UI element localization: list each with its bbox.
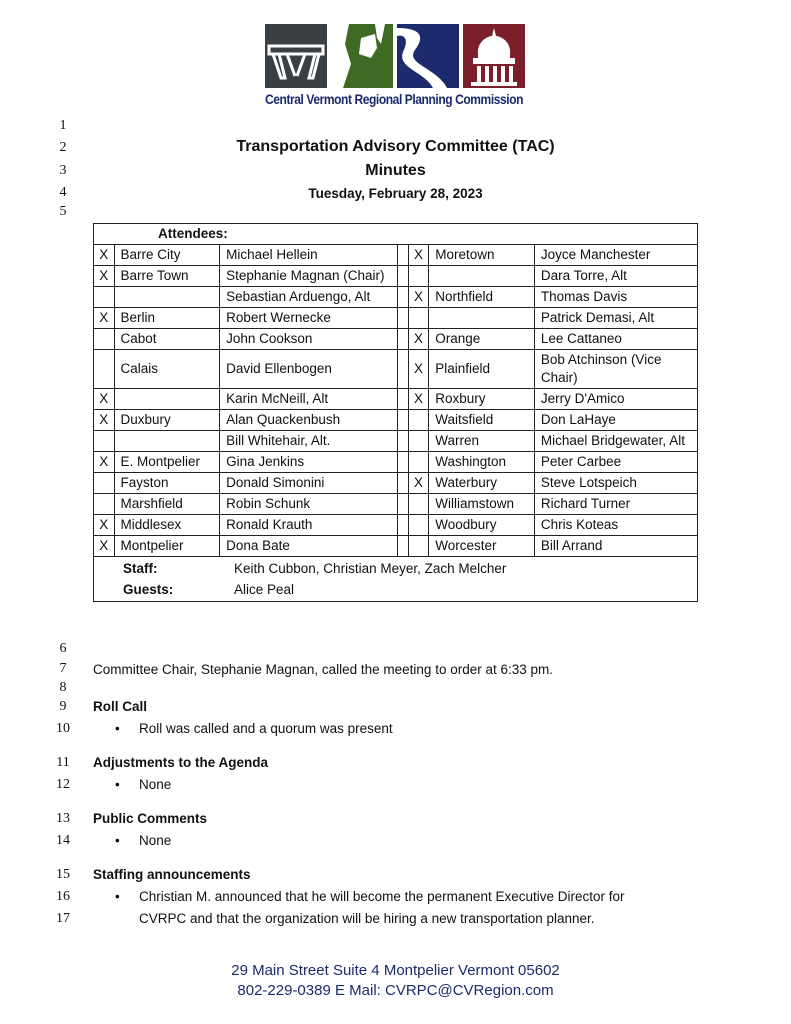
spacer [397, 431, 408, 452]
attendees-table [93, 223, 698, 602]
table-row [94, 494, 698, 515]
vermont-map-icon [331, 24, 393, 88]
spacer [397, 266, 408, 287]
attendance-mark: X [408, 287, 429, 308]
attendance-mark [408, 308, 429, 329]
spacer [397, 245, 408, 266]
bullet-icon: • [115, 721, 120, 736]
staff-guests-row [94, 557, 698, 602]
table-row [94, 389, 698, 410]
table-row [94, 410, 698, 431]
member-name: Michael Bridgewater, Alt [534, 431, 697, 452]
town-name: Williamstown [429, 494, 535, 515]
capitol-dome-icon [463, 24, 525, 88]
member-name: Karin McNeill, Alt [220, 389, 397, 410]
spacer [397, 287, 408, 308]
staff-guests-cell [94, 557, 698, 602]
meeting-date: Tuesday, February 28, 2023 [308, 186, 483, 201]
attendance-mark: X [94, 389, 115, 410]
member-name: Donald Simonini [220, 473, 397, 494]
town-name: Duxbury [114, 410, 220, 431]
member-name: Bob Atchinson (Vice Chair) [534, 350, 697, 389]
section-heading-public-comments: Public Comments [93, 811, 208, 826]
spacer [397, 329, 408, 350]
spacer [397, 536, 408, 557]
attendance-mark: X [408, 245, 429, 266]
attendees-label: Attendees: [94, 224, 698, 245]
table-row [94, 515, 698, 536]
line-number: 10 [56, 721, 70, 736]
cvrpc-logo [265, 24, 527, 110]
spacer [397, 410, 408, 431]
member-name: Bill Whitehair, Alt. [220, 431, 397, 452]
attendance-mark: X [408, 473, 429, 494]
attendance-mark: X [94, 452, 115, 473]
line-number: 15 [56, 867, 70, 882]
member-name: Patrick Demasi, Alt [534, 308, 697, 329]
document-title: Transportation Advisory Committee (TAC) [236, 138, 555, 155]
spacer [397, 515, 408, 536]
call-to-order: Committee Chair, Stephanie Magnan, called the meeting to order at 6:33 pm. [93, 662, 554, 677]
member-name: Sebastian Arduengo, Alt [220, 287, 397, 308]
town-name: Waitsfield [429, 410, 535, 431]
bullet-icon: • [115, 833, 120, 848]
town-name: Woodbury [429, 515, 535, 536]
table-row [94, 287, 698, 308]
attendance-mark [94, 473, 115, 494]
attendance-mark [408, 266, 429, 287]
member-name: Robert Wernecke [220, 308, 397, 329]
member-name: Bill Arrand [534, 536, 697, 557]
member-name: Dona Bate [220, 536, 397, 557]
attendance-mark [408, 410, 429, 431]
guests-list: Alice Peal [234, 582, 295, 597]
staff-label: Staff: [123, 561, 158, 576]
line-number: 11 [56, 755, 70, 770]
attendance-mark: X [94, 266, 115, 287]
list-item: • None [115, 833, 172, 848]
member-name: Steve Lotspeich [534, 473, 697, 494]
member-name: Peter Carbee [534, 452, 697, 473]
town-name [429, 266, 535, 287]
footer-contact: 802-229-0389 E Mail: CVRPC@CVRegion.com [237, 982, 554, 999]
attendance-mark: X [94, 536, 115, 557]
attendance-mark [94, 494, 115, 515]
document-subtitle: Minutes [365, 162, 426, 179]
line-number: 4 [59, 185, 67, 200]
member-name: Joyce Manchester [534, 245, 697, 266]
town-name: Montpelier [114, 536, 220, 557]
section-heading-adjustments: Adjustments to the Agenda [93, 755, 269, 770]
spacer [397, 389, 408, 410]
line-number: 9 [59, 699, 67, 714]
attendance-mark: X [94, 245, 115, 266]
town-name: Waterbury [429, 473, 535, 494]
line-number: 2 [59, 140, 67, 155]
attendance-mark [94, 287, 115, 308]
attendance-mark: X [94, 515, 115, 536]
member-name: Alan Quackenbush [220, 410, 397, 431]
spacer [397, 350, 408, 389]
spacer [397, 452, 408, 473]
table-row [94, 308, 698, 329]
town-name [114, 389, 220, 410]
spacer [397, 494, 408, 515]
table-row [94, 452, 698, 473]
line-number: 1 [59, 118, 67, 133]
attendance-mark: X [408, 389, 429, 410]
town-name: Roxbury [429, 389, 535, 410]
attendance-mark [94, 329, 115, 350]
footer-address: 29 Main Street Suite 4 Montpelier Vermont 05602 [231, 962, 560, 979]
member-name: Thomas Davis [534, 287, 697, 308]
list-item: • Roll was called and a quorum was present [115, 721, 393, 736]
river-icon [397, 24, 459, 88]
line-number: 16 [56, 889, 70, 904]
town-name: Northfield [429, 287, 535, 308]
table-row [94, 431, 698, 452]
bullet-icon: • [115, 889, 120, 904]
town-name: Moretown [429, 245, 535, 266]
attendance-mark [408, 515, 429, 536]
staff-list: Keith Cubbon, Christian Meyer, Zach Melcher [234, 561, 507, 576]
table-row [94, 245, 698, 266]
member-name: John Cookson [220, 329, 397, 350]
town-name: Orange [429, 329, 535, 350]
spacer [397, 308, 408, 329]
attendance-mark: X [94, 410, 115, 431]
line-number: 8 [59, 680, 67, 695]
member-name: Dara Torre, Alt [534, 266, 697, 287]
town-name: Barre City [114, 245, 220, 266]
town-name: Plainfield [429, 350, 535, 389]
member-name: Ronald Krauth [220, 515, 397, 536]
town-name: Fayston [114, 473, 220, 494]
town-name: Cabot [114, 329, 220, 350]
section-heading-staffing: Staffing announcements [93, 867, 251, 882]
line-number: 3 [59, 163, 67, 178]
town-name [429, 308, 535, 329]
member-name: Richard Turner [534, 494, 697, 515]
attendance-mark [408, 494, 429, 515]
line-number: 14 [56, 833, 70, 848]
bullet-icon: • [115, 777, 120, 792]
town-name: Barre Town [114, 266, 220, 287]
line-number: 17 [56, 911, 70, 926]
town-name: Berlin [114, 308, 220, 329]
member-name: Stephanie Magnan (Chair) [220, 266, 397, 287]
member-name: Gina Jenkins [220, 452, 397, 473]
bridge-icon [265, 24, 327, 88]
line-number: 13 [56, 811, 70, 826]
member-name: Robin Schunk [220, 494, 397, 515]
attendance-mark: X [94, 308, 115, 329]
attendance-mark: X [408, 329, 429, 350]
town-name [114, 287, 220, 308]
table-row [94, 473, 698, 494]
town-name: Worcester [429, 536, 535, 557]
town-name: Calais [114, 350, 220, 389]
org-name: Central Vermont Regional Planning Commission [265, 91, 524, 107]
line-number: 7 [59, 661, 67, 676]
line-number: 5 [59, 204, 67, 219]
town-name: Middlesex [114, 515, 220, 536]
town-name: Marshfield [114, 494, 220, 515]
list-item: • Christian M. announced that he will become the permanent Executive Director for [115, 889, 625, 904]
attendance-mark [408, 431, 429, 452]
line-number: 12 [56, 777, 70, 792]
member-name: Michael Hellein [220, 245, 397, 266]
attendance-mark: X [408, 350, 429, 389]
attendance-mark [408, 536, 429, 557]
spacer [397, 473, 408, 494]
member-name: Chris Koteas [534, 515, 697, 536]
member-name: Don LaHaye [534, 410, 697, 431]
guests-label: Guests: [123, 582, 174, 597]
town-name: Washington [429, 452, 535, 473]
line-number: 6 [59, 641, 67, 656]
list-item: • None [115, 777, 172, 792]
list-item-continuation: CVRPC and that the organization will be hiring a new transportation planner. [139, 911, 595, 926]
attendance-mark [94, 350, 115, 389]
town-name [114, 431, 220, 452]
table-row [94, 266, 698, 287]
attendance-mark [94, 431, 115, 452]
member-name: Lee Cattaneo [534, 329, 697, 350]
table-row [94, 329, 698, 350]
table-row [94, 350, 698, 389]
table-row [94, 536, 698, 557]
section-heading-roll-call: Roll Call [93, 699, 148, 714]
town-name: E. Montpelier [114, 452, 220, 473]
town-name: Warren [429, 431, 535, 452]
member-name: David Ellenbogen [220, 350, 397, 389]
member-name: Jerry D'Amico [534, 389, 697, 410]
attendance-mark [408, 452, 429, 473]
